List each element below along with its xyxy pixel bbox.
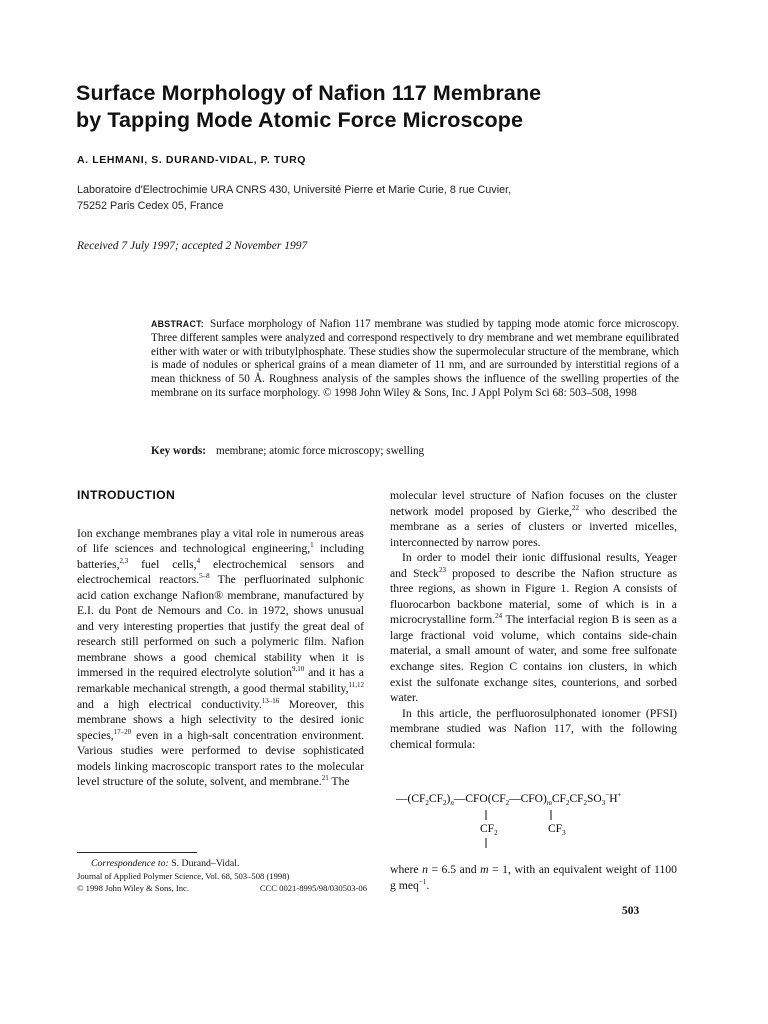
title-line-1: Surface Morphology of Nafion 117 Membrane [76, 81, 542, 105]
citation: 5–8 [199, 572, 210, 581]
text-run: and a high electrical conductivity. [77, 697, 262, 711]
formula-branch-cf3: $CF_3$ [548, 823, 566, 837]
text-run: electrochemical sensors and electrochemical reactors. [77, 557, 364, 587]
paper-title [76, 80, 696, 134]
citation: 11,12 [348, 681, 364, 690]
text-run: Moreover, this membrane shows a high selectivity to the desired ionic species, [77, 697, 364, 742]
chemical-formula-drawing [390, 786, 680, 852]
copyright-row [77, 883, 367, 894]
text-run: including batteries, [77, 542, 364, 571]
text-run: = 6.5 and [427, 863, 481, 876]
ccc-code: CCC 0021-8995/98/030503-06 [259, 882, 367, 893]
citation: 13–16 [261, 696, 280, 705]
citation: 23 [438, 565, 446, 574]
citation: 22 [571, 503, 579, 512]
text-run: Ion exchange membranes play a vital role in numerous areas of life sciences and technological engineering, [77, 526, 364, 556]
right-column [390, 488, 677, 752]
text-run: even in a high-salt concentration environment. Various studies were performed to devise sophisticated models linking macroscopic transport rates to the molecular level structure of the solute, solvent, and membrane. [77, 728, 364, 789]
intro-paragraph-3: In this article, the perfluorosulphonated ionomer (PFSI) membrane studied was Nafion 117, with the following chemical formula: [390, 706, 677, 751]
intro-paragraph-2 [390, 550, 677, 705]
variable-n: n [422, 863, 428, 876]
formula-description [390, 862, 677, 893]
intro-paragraph-1 [77, 526, 364, 790]
abstract-label: ABSTRACT: [151, 319, 205, 329]
chemical-formula [390, 786, 680, 852]
citation: 9,10 [291, 665, 305, 674]
affiliation-line-2: 75252 Paris Cedex 05, France [77, 199, 224, 212]
citation: 4 [196, 556, 201, 565]
page-number: 503 [622, 905, 640, 917]
formula-branch-cf2: $CF_2$ [480, 823, 498, 837]
text-run: proposed to describe the Nafion structure as three regions, as shown in Figure 1. Region A consists of fluorocarbon backbone material, some of which is in a microcrystalline form. [390, 566, 678, 627]
footnote-divider [77, 852, 197, 853]
text-run: The interfacial region B is seen as a large fractional void volume, which contains side-chain material, a small amount of water, and some free sulfonate exchange sites. Region C contains ion clusters, in which exist the sulfonate exchange sites, counterions, and sorbed water. [390, 613, 677, 705]
correspondence-name: S. Durand–Vidal. [171, 858, 240, 869]
affiliation-line-1: Laboratoire d'Electrochimie URA CNRS 430, Université Pierre et Marie Curie, 8 rue Cuvier, [77, 184, 512, 196]
abstract-text: Surface morphology of Nafion 117 membrane was studied by tapping mode atomic force microscopy. Three different samples were analyzed and correspond respectively to dry membrane and wet membrane equilibrated either with water or with tributylphosphate. These studies show the supermolecular structure of the membrane, which is made of nodules or spherical grains of a mean diameter of 11 nm, and are surrounded by interstitial regions of a mean thickness of 50 Å. Roughness analysis of the samples shows the influence of the swelling properties of the membrane on its surface morphology. © 1998 John Wiley & Sons, Inc. J Appl Polym Sci 68: 503–508, 1998 [151, 318, 679, 399]
correspondence-label: Correspondence to: [91, 858, 169, 869]
text-run: molecular level structure of Nafion focuses on the cluster network model proposed by Gierke, [390, 489, 677, 518]
correspondence [77, 858, 367, 869]
journal-citation: Journal of Applied Polymer Science, Vol. 68, 503–508 (1998) [77, 871, 290, 882]
intro-paragraph-1-continued [390, 488, 677, 550]
text-run: where [390, 863, 423, 876]
citation: 17–20 [113, 727, 132, 736]
variable-m: m [480, 863, 489, 876]
exponent: −1 [418, 877, 427, 886]
citation: 24 [495, 612, 503, 621]
text-run: = 1, with an equivalent weight of 1100 g meq [390, 863, 677, 892]
citation: 2,3 [119, 556, 129, 565]
text-run: fuel cells, [128, 557, 197, 571]
keywords [151, 445, 424, 457]
title-line-2: by Tapping Mode Atomic Force Microscope [76, 108, 524, 132]
text-run: . [426, 878, 430, 892]
text-run: and it has a remarkable mechanical strength, a good thermal stability, [77, 666, 364, 696]
keywords-label: Key words: [151, 445, 206, 457]
text-run: The [328, 775, 350, 789]
text-run: who described the membrane as a series of clusters or inverted micelles, interconnected by narrow pores. [390, 504, 678, 549]
citation: 21 [321, 774, 329, 783]
author-list: A. LEHMANI, S. DURAND-VIDAL, P. TURQ [77, 154, 307, 166]
left-column [77, 488, 364, 790]
text-run: In order to model their ionic diffusional results, Yeager and Steck [390, 551, 677, 580]
formula-main-chain: $—(CF_2CF_2)_n—CFO(CF_2—CFO)_mCF_2CF_2SO_3^-H^+$ [396, 791, 622, 807]
copyright: © 1998 John Wiley & Sons, Inc. [77, 882, 190, 893]
footnotes [77, 858, 367, 894]
affiliation [77, 183, 511, 214]
citation: 1 [310, 541, 314, 550]
received-dates: Received 7 July 1997; accepted 2 November 1997 [77, 240, 308, 252]
keywords-text: membrane; atomic force microscopy; swelling [216, 445, 425, 457]
text-run: The perfluorinated sulphonic acid cation exchange Nafion® membrane, manufactured by E.I. du Pont de Nemours and Co. in 1972, shows unusual and very interesting properties that justify the great deal of research still performed on such a polymeric film. Nafion membrane shows a good chemical stability when it is immersed in the required electrolyte solution [77, 573, 364, 680]
section-heading-introduction: INTRODUCTION [77, 488, 176, 502]
abstract [151, 318, 679, 401]
